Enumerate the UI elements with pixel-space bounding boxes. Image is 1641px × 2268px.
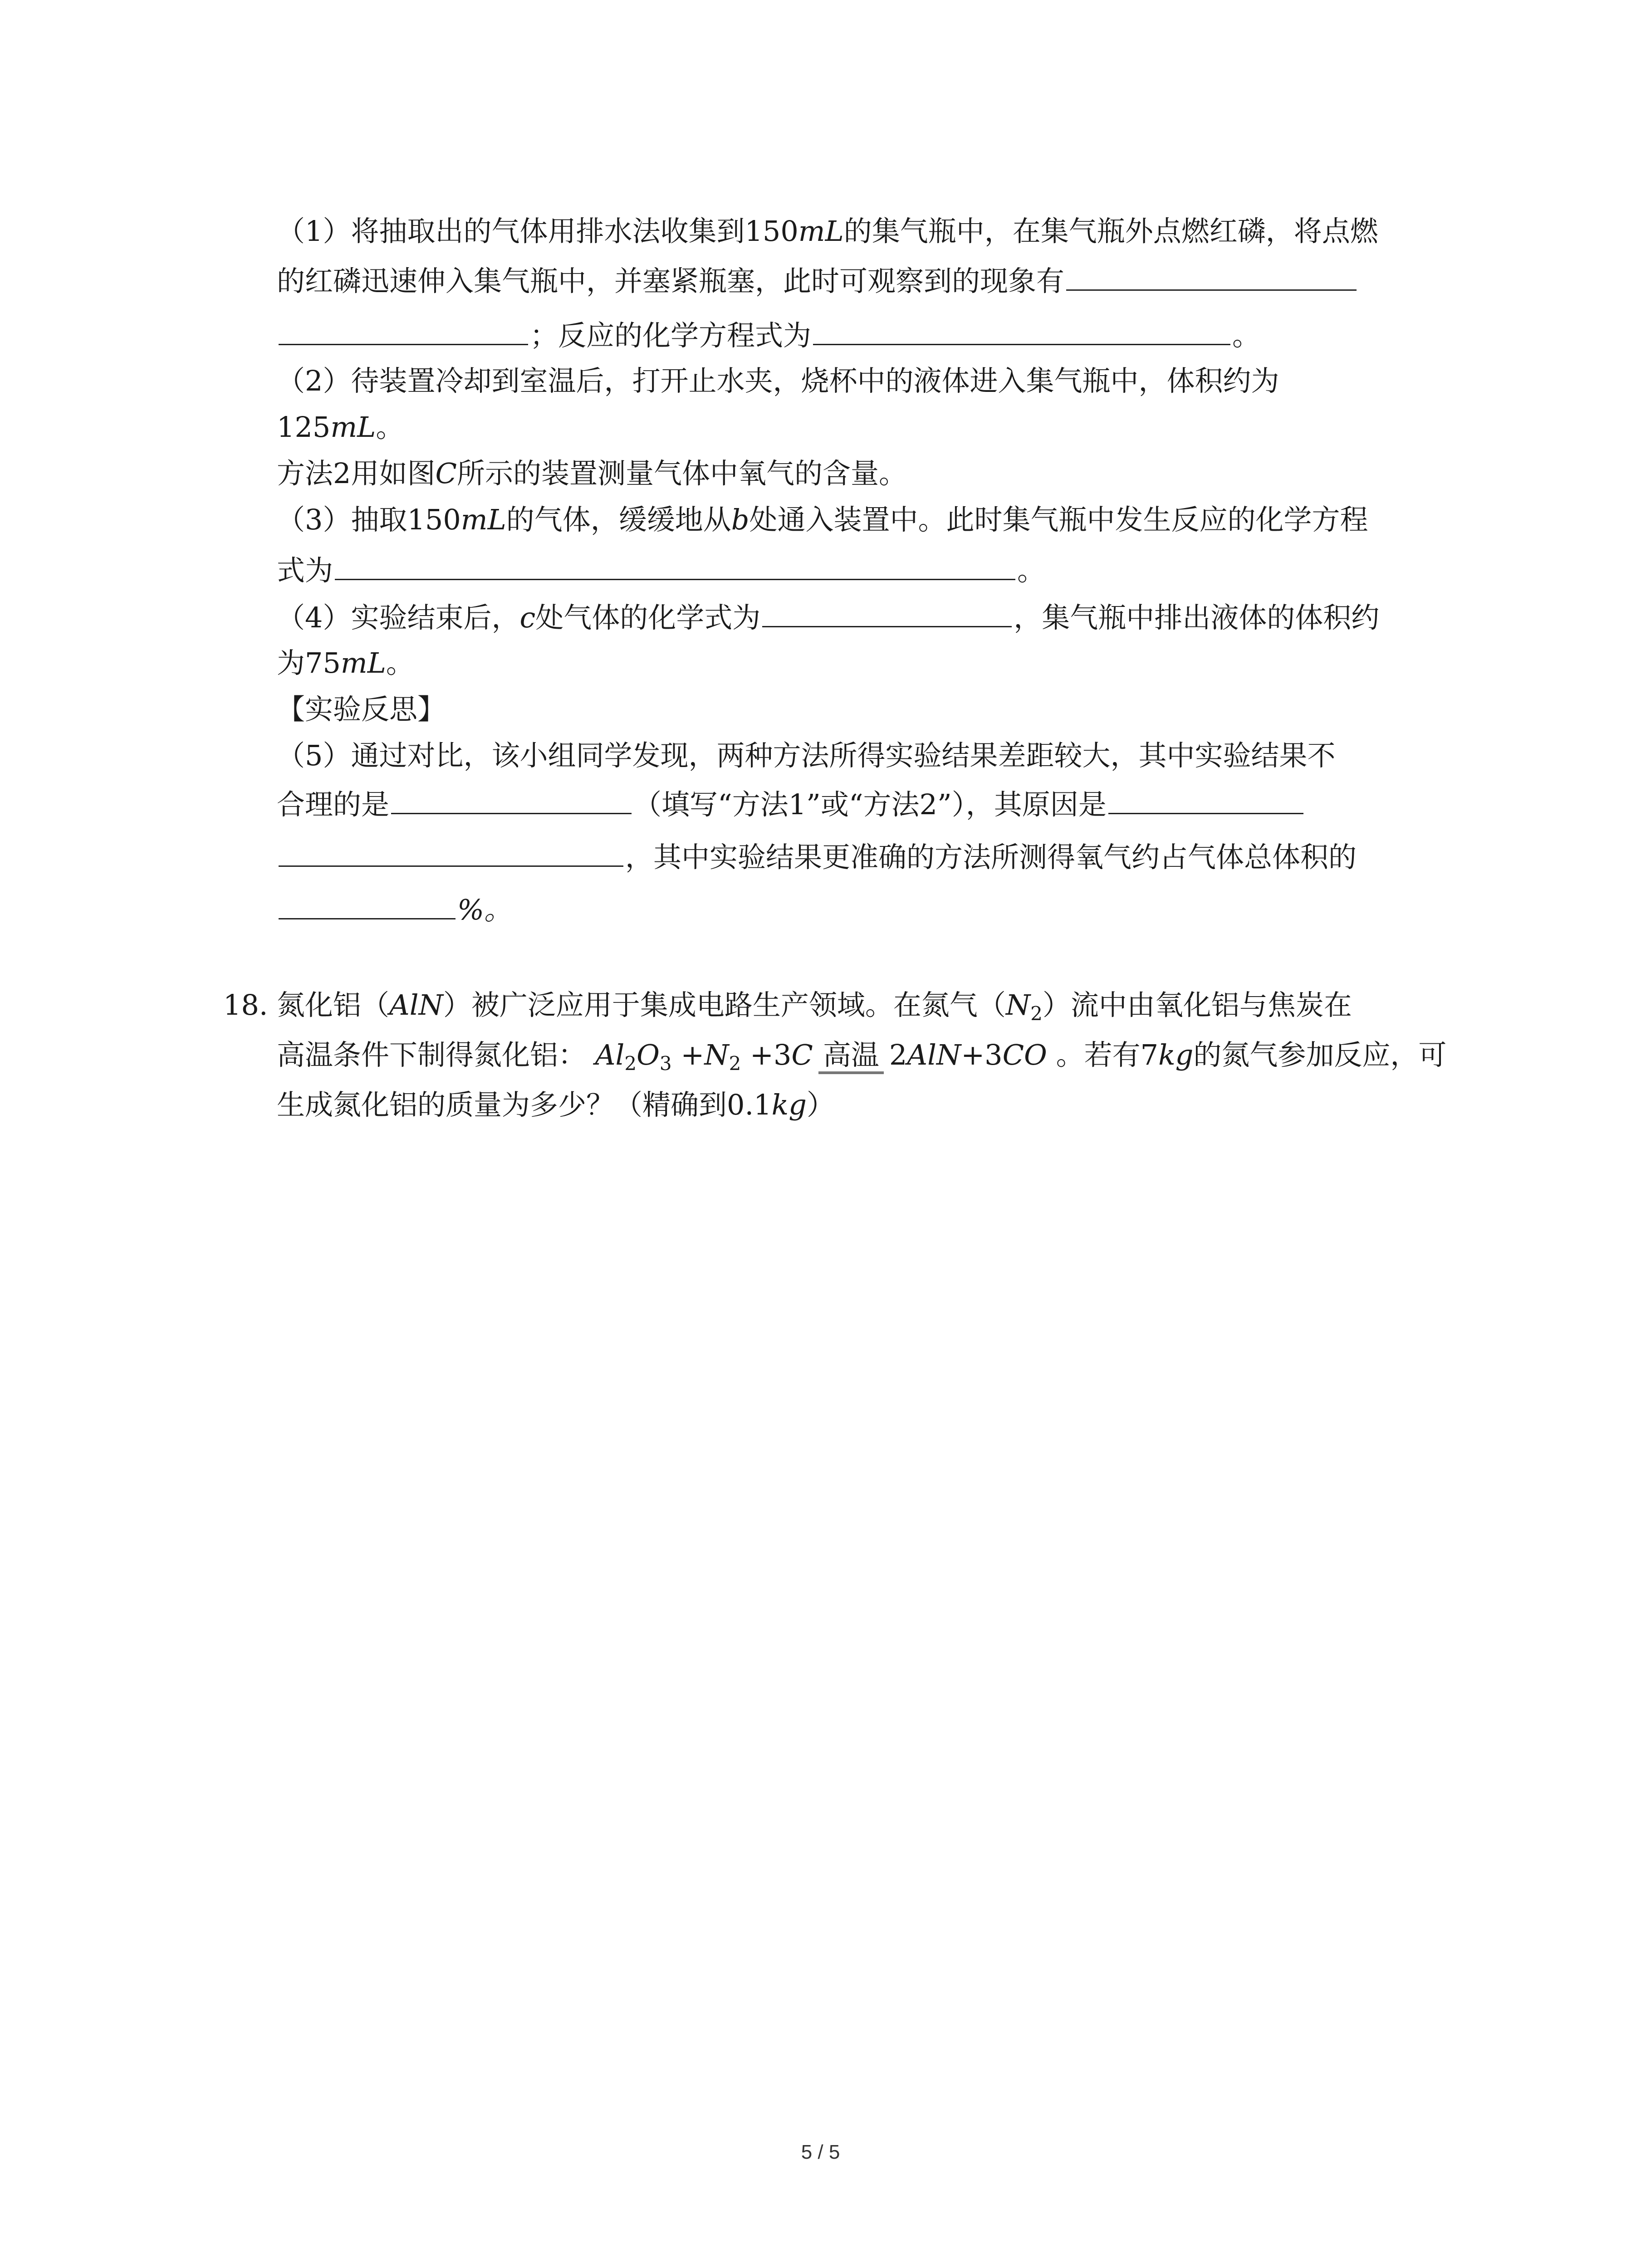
question-number: 18. xyxy=(223,988,268,1022)
q17-part1-line1: （1）将抽取出的气体用排水法收集到150mL的集气瓶中，在集气瓶外点燃红磷，将点燃 xyxy=(277,215,1378,248)
q17-part3-line2: 式为 。 xyxy=(277,547,1045,592)
reaction-condition: 高温 xyxy=(818,1039,884,1074)
answer-blank[interactable] xyxy=(813,312,1230,345)
page-number: 5 / 5 xyxy=(801,2141,840,2163)
q17-part5-line4: %。 xyxy=(277,886,512,932)
q17-part1-line3: ；反应的化学方程式为 。 xyxy=(277,312,1260,357)
q17-part5-line1: （5）通过对比，该小组同学发现，两种方法所得实验结果差距较大，其中实验结果不 xyxy=(277,739,1336,772)
q17-part4-line2: 为75mL。 xyxy=(277,646,414,679)
answer-blank[interactable] xyxy=(279,834,623,867)
answer-blank[interactable] xyxy=(279,312,528,345)
q18-line1: 氮化铝（AlN）被广泛应用于集成电路生产领域。在氮气$(N_2)$流中由氧化铝与焦炭在 xyxy=(277,988,1352,1025)
q18-line2: 高温条件下制得氮化铝： $Al_2O_3 +N_2 +3C$ 高温 2AlN+3CO 。若有7kg的氮气参加反应，可 xyxy=(277,1038,1447,1075)
q17-part1-line2: 的红磷迅速伸入集气瓶中，并塞紧瓶塞，此时可观察到的现象有 xyxy=(277,258,1358,303)
answer-blank[interactable] xyxy=(762,594,1012,627)
q17-part3-line1: （3）抽取150mL的气体，缓缓地从b处通入装置中。此时集气瓶中发生反应的化学方程 xyxy=(277,503,1368,536)
q18-line3: 生成氮化铝的质量为多少？（精确到0.1kg） xyxy=(277,1088,835,1121)
q17-part5-line3: ，其中实验结果更准确的方法所测得氧气约占气体总体积的 xyxy=(277,834,1357,879)
q17-method2: 方法2用如图C所示的装置测量气体中氧气的含量。 xyxy=(277,457,907,490)
q17-reflection-heading: 【实验反思】 xyxy=(277,693,446,726)
answer-blank[interactable] xyxy=(279,886,456,919)
answer-blank[interactable] xyxy=(1066,258,1357,291)
answer-blank[interactable] xyxy=(391,781,632,814)
q17-part4-line1: （4）实验结束后，c处气体的化学式为 ，集气瓶中排出液体的体积约 xyxy=(277,594,1379,640)
q17-part2-line2: 125mL。 xyxy=(277,411,404,444)
q17-part5-line2: 合理的是 （填写“方法1”或“方法2”），其原因是 xyxy=(277,781,1305,826)
q17-part2-line1: （2）待装置冷却到室温后，打开止水夹，烧杯中的液体进入集气瓶中，体积约为 xyxy=(277,364,1279,397)
chemical-equation: $Al_2O_3 +N_2 +3C$ 高温 2AlN+3CO xyxy=(595,1038,1047,1075)
answer-blank[interactable] xyxy=(335,547,1015,580)
answer-blank[interactable] xyxy=(1108,781,1303,814)
